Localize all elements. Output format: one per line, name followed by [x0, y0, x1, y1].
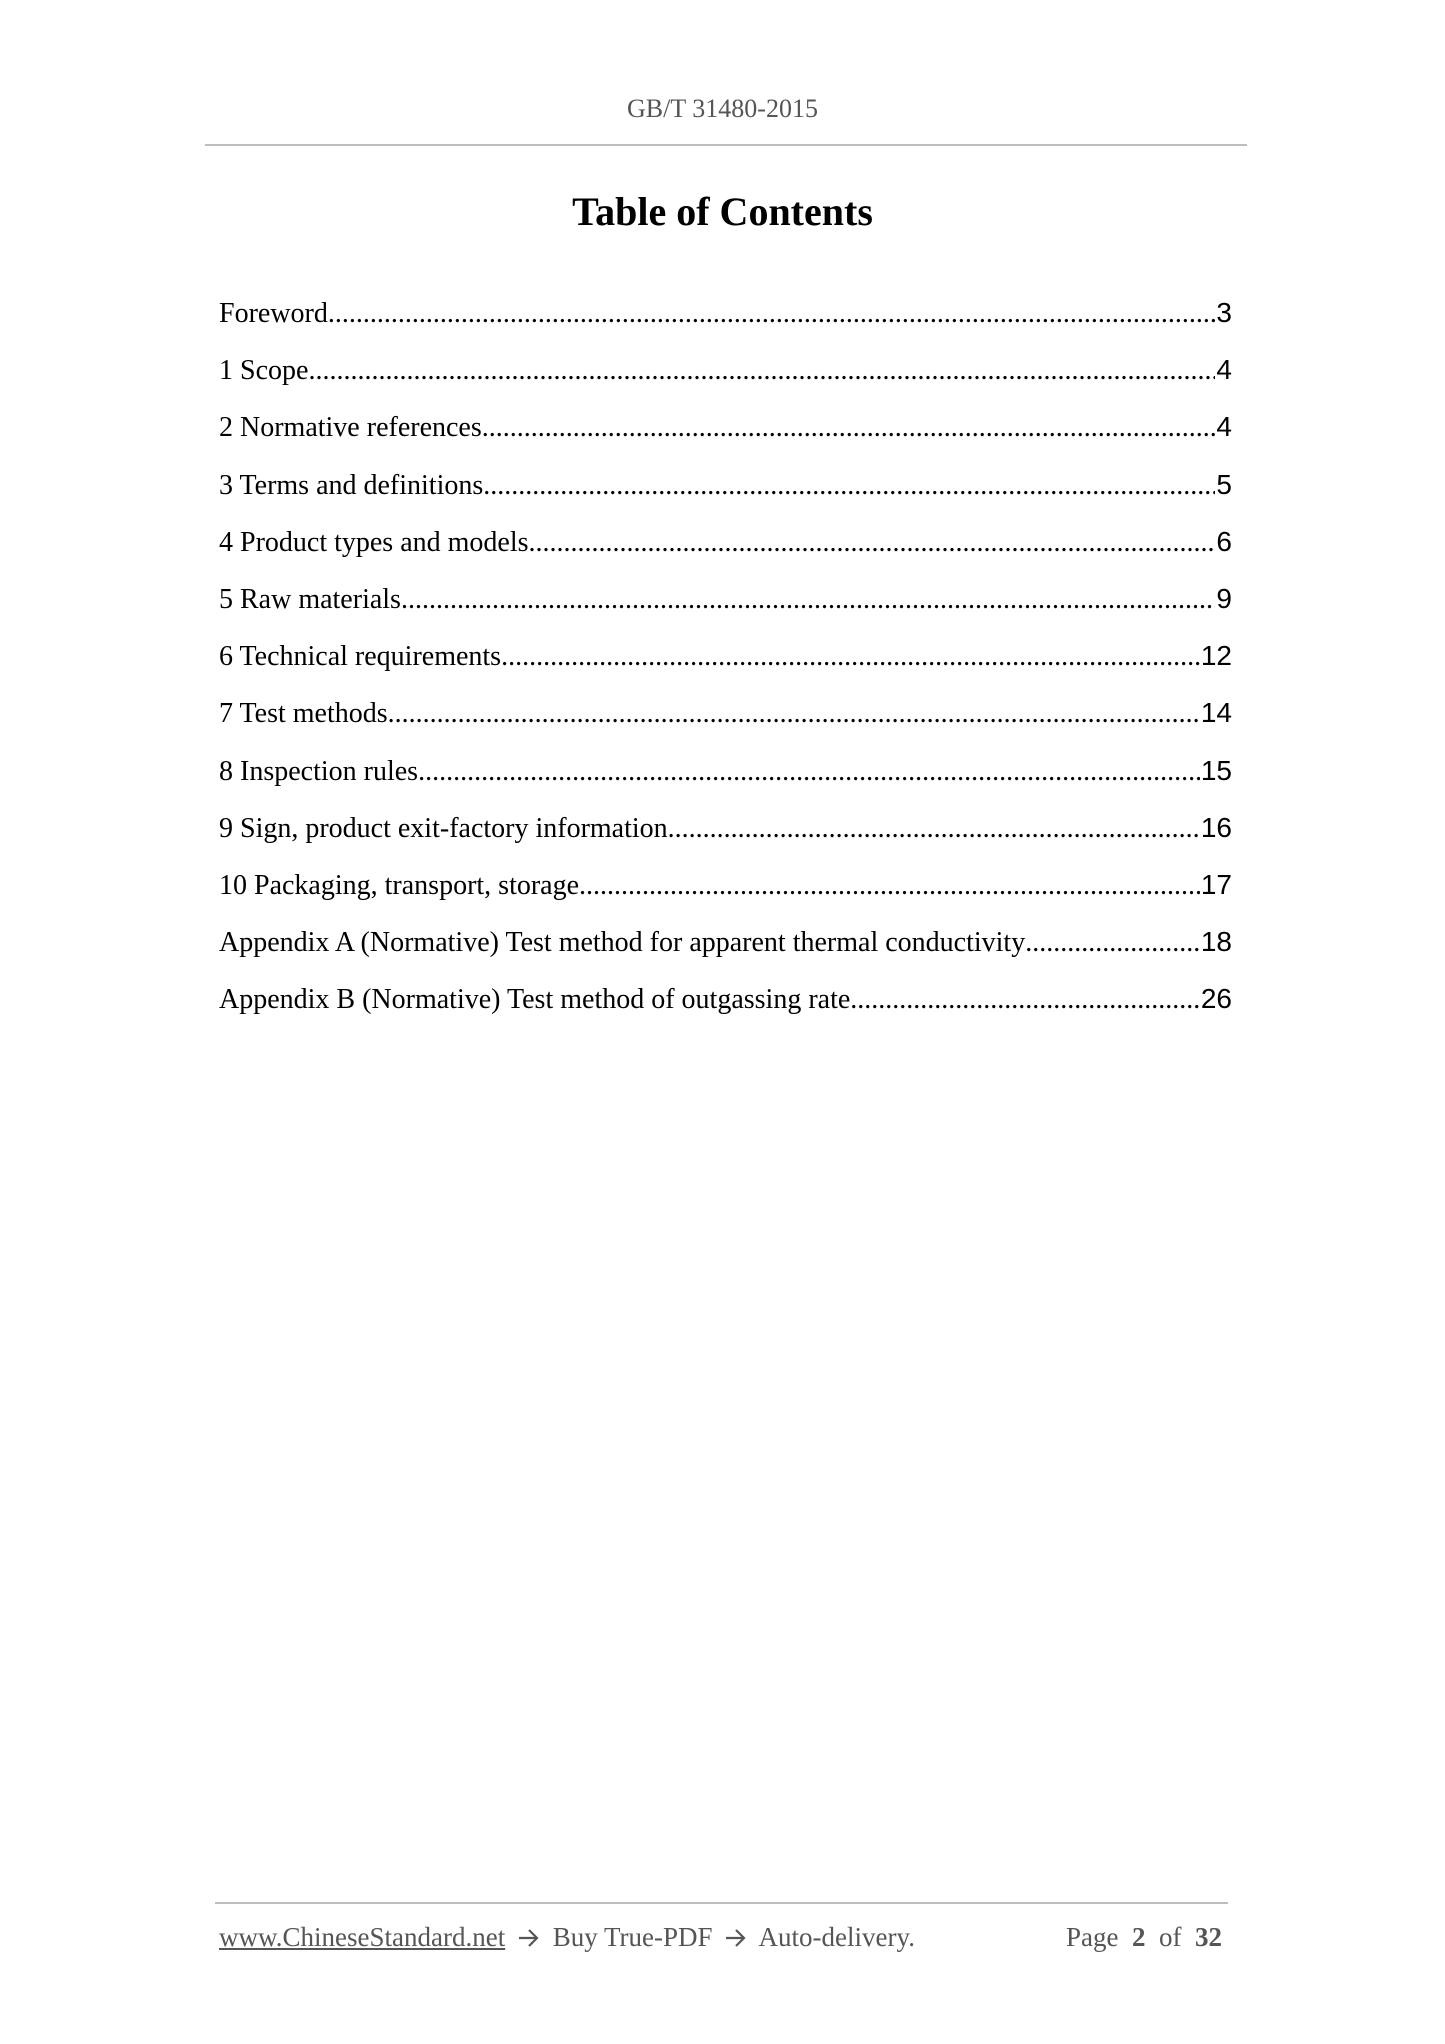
- toc-entry[interactable]: [219, 812, 1232, 869]
- toc-entry[interactable]: [219, 526, 1232, 583]
- dot-leader: [579, 870, 1200, 902]
- delivery-text: Auto-delivery.: [758, 1922, 915, 1952]
- toc-entry-label: 6 Technical requirements: [219, 641, 502, 673]
- toc-entry-label: 10 Packaging, transport, storage: [219, 869, 580, 901]
- dot-leader: [850, 984, 1200, 1016]
- toc-entry[interactable]: [219, 354, 1232, 411]
- toc-entry-label: 8 Inspection rules: [219, 755, 419, 787]
- toc-entry[interactable]: [219, 755, 1232, 812]
- header-divider: [205, 144, 1247, 146]
- toc-entry-label: 7 Test methods: [219, 698, 388, 730]
- page-indicator: [1066, 1922, 1222, 1953]
- toc-entry[interactable]: [219, 297, 1232, 354]
- toc-entry[interactable]: [219, 869, 1232, 926]
- toc-entry[interactable]: [219, 983, 1232, 1040]
- toc-entry[interactable]: [219, 640, 1232, 697]
- toc-entry-page: 4: [1216, 354, 1232, 386]
- footer-divider: [215, 1902, 1228, 1904]
- toc-entry-page: 18: [1200, 926, 1232, 958]
- toc-entry-page: 6: [1216, 525, 1232, 557]
- dot-leader: [501, 641, 1200, 673]
- dot-leader: [529, 527, 1216, 559]
- running-header: GB/T 31480-2015: [627, 94, 818, 123]
- toc-entry-label: Appendix B (Normative) Test method of outgassing rate: [219, 984, 851, 1016]
- toc-entry-page: 14: [1200, 697, 1232, 729]
- toc-entry[interactable]: [219, 926, 1232, 983]
- toc-entry[interactable]: [219, 411, 1232, 468]
- toc-entry-page: 9: [1216, 582, 1232, 614]
- toc-entry-page: 3: [1216, 297, 1232, 328]
- buy-text: Buy True-PDF: [552, 1922, 713, 1952]
- toc-entry-label: 2 Normative references: [219, 412, 482, 444]
- toc-entry-page: 26: [1200, 983, 1232, 1015]
- toc-entry-label: 5 Raw materials: [219, 583, 401, 615]
- right-arrow-icon: [518, 1928, 540, 1948]
- toc-entry-label: 4 Product types and models: [219, 526, 529, 558]
- dot-leader: [668, 813, 1200, 845]
- dot-leader: [418, 756, 1200, 788]
- dot-leader: [308, 355, 1215, 387]
- right-arrow-icon: [725, 1928, 747, 1948]
- website-link[interactable]: www.ChineseStandard.net: [219, 1922, 506, 1952]
- toc-entry-page: 17: [1200, 868, 1232, 900]
- toc-entry-label: 3 Terms and definitions: [219, 469, 484, 501]
- dot-leader: [401, 584, 1215, 616]
- dot-leader: [388, 698, 1200, 730]
- toc-entry-label: 1 Scope: [219, 355, 309, 387]
- dot-leader: [1025, 927, 1200, 959]
- toc-list: [219, 297, 1232, 1040]
- toc-entry[interactable]: [219, 469, 1232, 526]
- toc-entry-page: 12: [1200, 640, 1232, 672]
- toc-entry[interactable]: [219, 583, 1232, 640]
- toc-entry-page: 15: [1200, 754, 1232, 786]
- dot-leader: [483, 470, 1215, 502]
- toc-entry-page: 5: [1216, 468, 1232, 500]
- total-pages-number: 32: [1195, 1922, 1222, 1952]
- footer-promo: [219, 1922, 915, 1953]
- dot-leader: [328, 298, 1216, 330]
- of-word: of: [1159, 1922, 1182, 1952]
- toc-entry[interactable]: [219, 697, 1232, 754]
- toc-entry-label: Appendix A (Normative) Test method for apparent thermal conductivity: [219, 927, 1026, 959]
- dot-leader: [482, 412, 1216, 444]
- toc-entry-page: 4: [1216, 411, 1232, 443]
- page-word: Page: [1066, 1922, 1119, 1952]
- current-page-number: 2: [1132, 1922, 1146, 1952]
- toc-entry-label: 9 Sign, product exit-factory information: [219, 812, 668, 844]
- toc-entry-label: Foreword: [219, 298, 328, 329]
- toc-entry-page: 16: [1200, 811, 1232, 843]
- page-title: Table of Contents: [572, 189, 873, 234]
